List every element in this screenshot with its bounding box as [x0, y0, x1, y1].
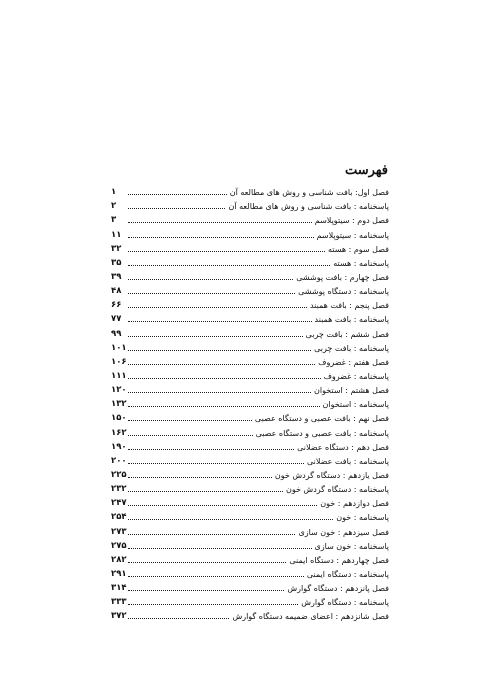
toc-entry[interactable] [111, 438, 389, 452]
toc-entry-label: پاسخنامه : بافت چربی [314, 343, 389, 353]
toc-entry[interactable] [111, 551, 389, 565]
toc-entry-label: پاسخنامه : خون [336, 513, 389, 523]
toc-entry-page-number: ۱۹۰ [111, 441, 127, 452]
toc-entry-label: فصل دوم : سیتوپلاسم [314, 216, 389, 226]
toc-entry[interactable] [111, 211, 389, 225]
toc-dot-leader [128, 300, 307, 309]
toc-dot-leader [128, 413, 252, 422]
toc-dot-leader [128, 187, 227, 196]
toc-dot-leader [128, 456, 304, 465]
toc-dot-leader [128, 343, 311, 352]
toc-entry-label: فصل سوم : هسته [328, 244, 389, 254]
toc-dot-leader [128, 498, 317, 507]
toc-entry-label: فصل دهم : دستگاه عضلانی [297, 442, 389, 452]
toc-entry[interactable] [111, 395, 389, 409]
toc-list [111, 183, 389, 621]
toc-entry-page-number: ۲ [111, 201, 117, 212]
toc-entry-page-number: ۲۹۱ [111, 568, 127, 579]
toc-entry-page-number: ۱۰۶ [111, 356, 127, 367]
toc-dot-leader [128, 244, 325, 253]
toc-entry-label: فصل اول: بافت شناسی و روش های مطالعه آن [229, 188, 389, 198]
toc-entry-label: پاسخنامه : بافت شناسی و روش های مطالعه آن [228, 202, 389, 212]
toc-entry[interactable] [111, 367, 389, 381]
toc-entry-page-number: ۶۶ [111, 300, 122, 311]
toc-entry[interactable] [111, 254, 389, 268]
toc-entry-label: پاسخنامه : خون سازی [314, 541, 389, 551]
toc-entry-label: پاسخنامه : دستگاه ایمنی [306, 569, 389, 579]
toc-dot-leader [128, 215, 312, 224]
toc-entry[interactable] [111, 225, 389, 239]
toc-entry-page-number: ۲۴۷ [111, 498, 127, 509]
toc-entry[interactable] [111, 494, 389, 508]
toc-entry-page-number: ۱۵۰ [111, 413, 127, 424]
toc-entry-label: پاسخنامه : دستگاه پوششی [298, 287, 389, 297]
toc-entry-page-number: ۲۸۲ [111, 554, 127, 565]
toc-entry[interactable] [111, 607, 389, 621]
toc-dot-leader [128, 583, 284, 592]
toc-entry[interactable] [111, 324, 389, 338]
toc-dot-leader [128, 371, 321, 380]
toc-entry-page-number: ۲۳۲ [111, 484, 127, 495]
toc-entry[interactable] [111, 579, 389, 593]
toc-dot-leader [128, 555, 286, 564]
toc-entry[interactable] [111, 310, 389, 324]
toc-dot-leader [128, 484, 283, 493]
toc-entry-page-number: ۹۹ [111, 328, 122, 339]
toc-dot-leader [128, 286, 295, 295]
toc-entry-label: پاسخنامه : بافت عضلانی [306, 456, 389, 466]
toc-entry-page-number: ۱۲۰ [111, 385, 127, 396]
toc-dot-leader [128, 385, 311, 394]
toc-entry-label: پاسخنامه : سیتوپلاسم [316, 230, 389, 240]
toc-entry-page-number: ۳ [111, 215, 117, 226]
toc-entry-label: پاسخنامه : دستگاه گوارش [301, 598, 389, 608]
toc-dot-leader [128, 442, 294, 451]
toc-entry[interactable] [111, 339, 389, 353]
toc-dot-leader [128, 329, 303, 338]
toc-entry-page-number: ۲۷۳ [111, 526, 127, 537]
toc-entry-label: فصل هفتم : غضروف [318, 357, 389, 367]
toc-entry-page-number: ۱۳۲ [111, 399, 127, 410]
toc-entry[interactable] [111, 466, 389, 480]
toc-dot-leader [128, 541, 312, 550]
toc-entry[interactable] [111, 423, 389, 437]
toc-entry-label: فصل نهم : بافت عصبی و دستگاه عصبی [254, 414, 389, 424]
toc-entry[interactable] [111, 508, 389, 522]
toc-dot-leader [128, 527, 295, 536]
toc-dot-leader [128, 611, 229, 620]
toc-entry-label: فصل پنجم : بافت همبند [309, 301, 389, 311]
toc-entry-label: پاسخنامه : استخوان [322, 400, 389, 410]
toc-dot-leader [128, 569, 304, 578]
toc-entry-label: پاسخنامه : دستگاه گردش خون [285, 485, 389, 495]
toc-entry-label: فصل چهاردهم : دستگاه ایمنی [289, 555, 389, 565]
toc-entry[interactable] [111, 522, 389, 536]
toc-entry[interactable] [111, 381, 389, 395]
toc-entry[interactable] [111, 593, 389, 607]
toc-entry-page-number: ۱۱۱ [111, 370, 127, 381]
toc-entry[interactable] [111, 537, 389, 551]
toc-entry-page-number: ۲۰۰ [111, 455, 127, 466]
toc-entry[interactable] [111, 353, 389, 367]
toc-entry-page-number: ۲۵۴ [111, 512, 127, 523]
toc-entry-page-number: ۳۳۳ [111, 597, 127, 608]
toc-entry-label: فصل دوازدهم : خون [320, 499, 389, 509]
toc-entry-label: پاسخنامه : هسته [333, 258, 389, 268]
toc-dot-leader [128, 470, 272, 479]
toc-entry-page-number: ۲۲۵ [111, 469, 127, 480]
toc-entry-label: فصل یازدهم : دستگاه گردش خون [274, 470, 389, 480]
toc-entry[interactable] [111, 409, 389, 423]
toc-entry-page-number: ۱۶۲ [111, 427, 127, 438]
toc-entry[interactable] [111, 480, 389, 494]
toc-entry-label: پاسخنامه : غضروف [323, 371, 389, 381]
toc-entry-label: فصل هشتم : استخوان [314, 386, 389, 396]
toc-entry-page-number: ۳۵ [111, 257, 122, 268]
toc-entry[interactable] [111, 282, 389, 296]
toc-dot-leader [128, 230, 314, 239]
toc-dot-leader [128, 201, 225, 210]
toc-entry-label: فصل پانزدهم : دستگاه گوارش [287, 584, 389, 594]
toc-dot-leader [128, 357, 315, 366]
toc-entry-page-number: ۳۹ [111, 271, 122, 282]
toc-dot-leader [128, 314, 312, 323]
toc-dot-leader [128, 512, 333, 521]
toc-entry-page-number: ۲۷۵ [111, 540, 127, 551]
toc-entry-label: فصل سیزدهم : خون سازی [298, 527, 389, 537]
toc-entry-label: فصل شانزدهم : اعضای ضمیمه دستگاه گوارش [232, 612, 389, 622]
toc-dot-leader [128, 258, 330, 267]
toc-entry[interactable] [111, 240, 389, 254]
toc-entry-page-number: ۳۷۲ [111, 611, 127, 622]
toc-dot-leader [128, 272, 293, 281]
toc-entry-page-number: ۴۸ [111, 286, 122, 297]
toc-entry-page-number: ۳۲ [111, 243, 122, 254]
toc-entry[interactable] [111, 197, 389, 211]
toc-entry-page-number: ۷۷ [111, 314, 122, 325]
toc-entry-label: فصل چهارم : بافت پوششی [296, 272, 389, 282]
toc-entry-page-number: ۳۱۴ [111, 583, 127, 594]
toc-dot-leader [128, 428, 253, 437]
toc-entry-page-number: ۱۱ [111, 229, 122, 240]
toc-entry[interactable] [111, 452, 389, 466]
toc-entry-label: فصل ششم : بافت چربی [305, 329, 389, 339]
toc-dot-leader [128, 399, 320, 408]
toc-dot-leader [128, 597, 298, 606]
toc-entry[interactable] [111, 565, 389, 579]
toc-entry[interactable] [111, 296, 389, 310]
toc-entry[interactable] [111, 183, 389, 197]
toc-entry-label: پاسخنامه : بافت عصبی و دستگاه عصبی [255, 428, 389, 438]
toc-title: فهرست [344, 163, 388, 178]
toc-entry-label: پاسخنامه : بافت همبند [314, 315, 389, 325]
toc-entry-page-number: ۱ [111, 187, 117, 198]
toc-entry[interactable] [111, 268, 389, 282]
toc-entry-page-number: ۱۰۱ [111, 342, 127, 353]
